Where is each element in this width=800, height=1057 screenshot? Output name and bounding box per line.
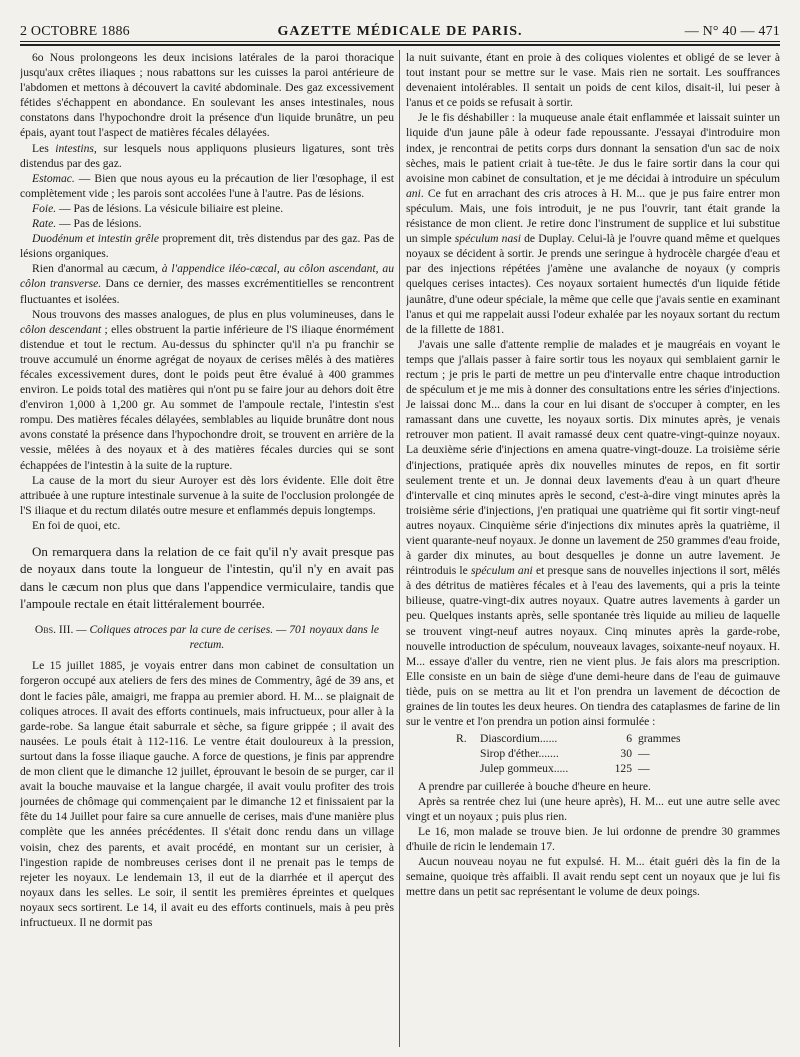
paragraph: Nous trouvons des masses analogues, de plus en plus volumineuses, dans le côlon descendant ; elles obstruent la partie inférieure de l'S iliaque énormément distendue et tout le rectum. Au-dessus du sphincter qu'il n'a pu franchir se trouve accumulé un énorme agrégat de noyaux de cerises mêlés à des matières fécales excessivement dures, dont le poids peut être évalué à 400 grammes environ. Le poids total des matières qui n'ont pu se faire jour au dehors doit être d'environ 1,000 à 1,200 gr. Au sommet de l'ampoule rectale, l'intestin s'est rompu. Des matières fécales délayées, semblables au liquide brunâtre dont nous avons constaté la présence dans l'hypochondre droit, se trouvent en arrière de la vessie, mêlées à des noyaux et à des matières fécales durcies qui se sont échappées de l'intestin à la suite de la rupture.: [20, 307, 394, 472]
header-rule-thick: [20, 44, 780, 46]
prescription: [456, 731, 780, 776]
paragraph: Duodénum et intestin grêle proprement dit, très distendus par des gaz. Pas de lésions organiques.: [20, 232, 394, 261]
paragraph: A prendre par cuillerée à bouche d'heure en heure.: [418, 779, 651, 793]
commentary-paragraph: On remarquera dans la relation de ce fait qu'il n'y avait presque pas de noyaux dans toute la longueur de l'intestin, qu'il n'y en avait pas dans le cæcum non plus que dans l'appendice vermiculaire, tandis que l'ampoule rectale en était littéralement bourrée.: [20, 544, 394, 611]
column-divider: [399, 50, 400, 1047]
paragraph: Foie. — Pas de lésions. La vésicule biliaire est pleine.: [32, 201, 284, 215]
paragraph: Aucun nouveau noyau ne fut expulsé. H. M... était guéri dès la fin de la semaine, quoique très affaibli. Il avait rendu sept cent un noyaux que je lui fis mettre dans un petit sac représentant le volume de deux poings.: [406, 854, 780, 899]
paragraph: En foi de quoi, etc.: [32, 518, 121, 532]
paragraph: 6o Nous prolongeons les deux incisions latérales de la paroi thoracique jusqu'aux crêtes iliaques ; nous rabattons sur les cuisses la paroi antérieure de l'abdomen et mettons à découvert la cavité abdominale. Des gaz excessivement fétides s'échappent en abondance. En soulevant les anses intestinales, nous constatons dans l'hypochondre droit la présence d'un liquide brunâtre, un peu épais, ayant tout l'aspect de matières fécales délayées.: [20, 51, 394, 140]
page-number: — N° 40 — 471: [684, 24, 780, 39]
journal-title: GAZETTE MÉDICALE DE PARIS.: [277, 24, 523, 39]
observation-heading: Obs. III. — Coliques atroces par la cure de cerises. — 701 noyaux dans le rectum.: [34, 623, 380, 652]
page-header: [20, 14, 780, 40]
paragraph: Après sa rentrée chez lui (une heure après), H. M... eut une autre selle avec vingt et un noyaux ; puis plus rien.: [406, 794, 780, 823]
paragraph: Je le fis déshabiller : la muqueuse anale était enflammée et laissait suinter un liquide d'un jaune pâle à odeur fade repoussante. J'essayai d'introduire mon index, je rencontrai de petits corps durs donnant la sensation d'un sac de noix sèches, mais le patient criait à tue-tête. Je dus le faire sortir dans la cour qui avoisine mon cabinet de consultation, et je me décidai à introduire un spéculum ani. Ce fut en arrachant des cris atroces à H. M... que je pus faire entrer mon spéculum. Mais, une fois introduit, je ne pus l'ouvrir, tant était grande la résistance de mon client. Je retire donc l'instrument de supplice et lui substitue un simple spéculum nasi de Duplay. Celui-là je l'ouvre quand même et quelques noyaux se décident à sortir. Je prends une seringue à hydrocèle chargée d'eau et par des injections répétées j'amène une avalanche de noyaux (y compris quelques cerises intactes). Ces noyaux sortaient humectés d'un liquide fétide jaunâtre, d'une odeur spéciale, la même que celle que j'avais sentie en examinant l'anus et qui me rappelait aussi l'odeur exhalée par les noyaux sortant du rectum de la fillette de 1881.: [406, 111, 780, 336]
prescription-line: R. Diascordium...... 6 grammes: [456, 732, 681, 746]
right-column: [406, 50, 780, 1047]
paragraph: Rate. — Pas de lésions.: [32, 217, 142, 231]
paragraph: J'avais une salle d'attente remplie de malades et je maugréais en voyant le temps que j'allais passer à faire sortir tous les noyaux qui semblaient garnir le rectum ; je pris le parti de mettre un peu d'intervalle entre chaque introduction de spéculum et je me mis à donner des consultations entre les séries d'injections. Je laissai donc M... dans la cour en lui disant de s'occuper à compter, en les ramassant dans une cuvette, les noyaux sortis. Dix minutes après, je venais retrouver mon patient. Il avait ramassé deux cent quatre-vingt-quinze noyaux. La deuxième série d'injections en amena quatre-vingt-douze. La troisième série d'injections, pratiquée après dix nouvelles minutes de repos, en fit sortir seulement trente et un. Je donnai deux lavements d'eau à un quart d'heure d'intervalle et cinq minutes après le second, c'est-à-dire vingt minutes après la troisième série d'injections, j'en pratiquai une quatrième qui fit sortir vingt-neuf autres noyaux. Cinquième série d'injections dix minutes après la quatrième, il vient quarante-neuf noyaux. Je donne un lavement de 250 grammes d'eau froide, à garder dix minutes, au bout desquelles je donne un autre lavement. Je réintroduis le spéculum ani et presque sans de nouvelles injections il sort, mêlés à des détritus de matières fécales et à l'eau des lavements, qui a pris la teinte bilieuse, quatre-vingt-dix autres noyaux. Quatre autres lavements à garder un peu. Quelques instants après, selle spontanée très liquide au milieu de laquelle se trouvent vingt-neuf autres noyaux. Cinq minutes après la garde-robe, nouvelle introduction de spéculum, nouveaux lavages, soixante-neuf noyaux. H. M... essaye d'aller du ventre, rien ne vient plus. Je fais alors ma prescription. Elle consiste en un bain de siège d'une demi-heure dans de l'eau de guimauve tiède, puis on se mettra au lit et l'on prendra un lavement de décoction de graines de lin toutes les deux heures. On tiendra des cataplasmes de farine de lin sur le ventre et l'on prendra un potion ainsi formulée :: [406, 337, 780, 729]
header-rule: [20, 41, 780, 42]
paragraph: Les intestins, sur lesquels nous appliquons plusieurs ligatures, sont très distendus par des gaz.: [20, 141, 394, 170]
paragraph: Le 16, mon malade se trouve bien. Je lui ordonne de prendre 30 grammes d'huile de ricin le lendemain 17.: [406, 824, 780, 853]
paragraph: La cause de la mort du sieur Auroyer est dès lors évidente. Elle doit être attribuée à une rupture intestinale survenue à la suite de l'occlusion prolongée de l'S iliaque et du rectum dilatés outre mesure et enflammés depuis longtemps.: [20, 473, 394, 517]
prescription-line: Julep gommeux..... 125 —: [480, 762, 650, 776]
left-column: [20, 50, 394, 1047]
paragraph: la nuit suivante, étant en proie à des coliques violentes et obligé de se lever à tout instant pour se mettre sur le vase. Mais rien ne sortait. Les souffrances devenaient intolérables. Il sentait un poids de cent kilos, disait-il, lui peser à l'anus et ce poids se refusait à sortir.: [406, 51, 780, 110]
paragraph: Estomac. — Bien que nous ayous eu la précaution de lier l'œsophage, il est complètement vide ; les parois sont accolées l'une à l'autre. Pas de lésions.: [20, 171, 394, 200]
paragraph: Rien d'anormal au cæcum, à l'appendice iléo-cæcal, au côlon ascendant, au côlon transverse. Dans ce dernier, des masses excrémentitielles se rencontrent fluctuantes et isolées.: [20, 262, 394, 306]
prescription-line: Sirop d'éther....... 30 —: [480, 747, 650, 761]
header-date: 2 OCTOBRE 1886: [20, 24, 130, 39]
paragraph: Le 15 juillet 1885, je voyais entrer dans mon cabinet de consultation un forgeron occupé aux ateliers de fers des mines de Commentry, âgé de 39 ans, et dont le facies pâle, amaigri, me frappa au premier abord. H. M... se plaignait de coliques atroces. Il avait des efforts continuels, mais infructueux, pour aller à la garde-robe. Sa langue était saburrale et sèche, sa figure grippée ; il avait des nausées. Le pouls était à 112-116. Le ventre était douloureux à la pression, surtout dans la fosse iliaque gauche. A force de questions, je finis par apprendre de mon client que le dimanche 12 juillet, éprouvant le besoin de se purger, car il avait la bouche mauvaise et la langue chargée, il avait voulu profiter des trois journées de chômage qui commençaient par le dimanche 12 et finissaient par la fête du 14 Juillet pour faire sa cure annuelle de cerises, mais d'une manière plus complète que les années précédentes. Il s'était donc rendu dans un village voisin, chez des parents, et avait procédé, en montant sur un cerisier, à l'ingestion rapide de nombreuses cerises dont il ne prenait pas le temps de rejeter les noyaux. Le lendemain 13, il eut de la diarrhée et il aperçut des noyaux dans les selles. Le soir, il sentit les premières épreintes et quelques noyaux secs sortirent. Le 14, il avait eu des efforts continuels, mais à peu près infructueux. Il ne dormit pas: [20, 659, 394, 929]
